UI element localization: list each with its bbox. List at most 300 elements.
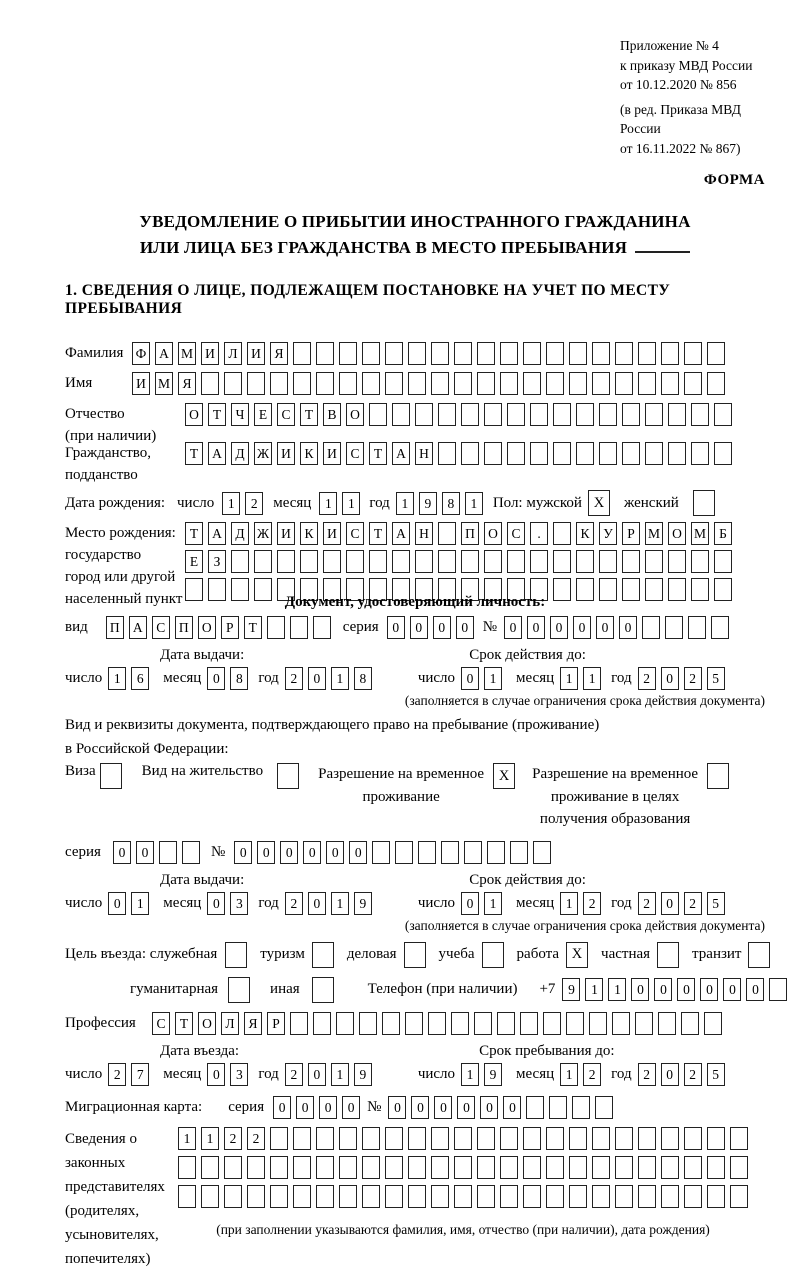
grid-cell[interactable] xyxy=(553,522,571,545)
grid-cell[interactable]: Д xyxy=(231,442,249,465)
grid-cell[interactable] xyxy=(684,1185,702,1208)
grid-cell[interactable]: К xyxy=(300,442,318,465)
grid-cell[interactable] xyxy=(668,403,686,426)
grid-cell[interactable] xyxy=(293,372,311,395)
grid-cell[interactable] xyxy=(464,841,482,864)
grid-cell[interactable]: 0 xyxy=(596,616,614,639)
grid-cell[interactable] xyxy=(270,1156,288,1179)
grid-cell[interactable] xyxy=(500,1185,518,1208)
grid-cell[interactable]: С xyxy=(346,442,364,465)
grid-cell[interactable] xyxy=(454,342,472,365)
grid-cell[interactable] xyxy=(576,578,594,601)
grid-cell[interactable] xyxy=(530,403,548,426)
grid-cell[interactable]: А xyxy=(208,522,226,545)
grid-cell[interactable]: Д xyxy=(231,522,249,545)
grid-cell[interactable] xyxy=(615,1127,633,1150)
grid-cell[interactable] xyxy=(691,442,709,465)
grid-cell[interactable] xyxy=(576,550,594,573)
grid-cell[interactable]: 0 xyxy=(207,1063,225,1086)
grid-cell[interactable] xyxy=(385,1156,403,1179)
grid-cell[interactable] xyxy=(500,342,518,365)
grid-cell[interactable] xyxy=(595,1096,613,1119)
grid-cell[interactable]: Е xyxy=(254,403,272,426)
grid-cell[interactable] xyxy=(592,372,610,395)
grid-cell[interactable] xyxy=(208,578,226,601)
grid-cell[interactable] xyxy=(408,342,426,365)
grid-cell[interactable] xyxy=(530,442,548,465)
grid-cell[interactable] xyxy=(668,442,686,465)
grid-cell[interactable] xyxy=(523,342,541,365)
grid-cell[interactable]: 1 xyxy=(108,667,126,690)
grid-cell[interactable] xyxy=(201,1156,219,1179)
grid-cell[interactable]: С xyxy=(277,403,295,426)
grid-cell[interactable]: У xyxy=(599,522,617,545)
grid-cell[interactable]: 0 xyxy=(480,1096,498,1119)
grid-cell[interactable] xyxy=(290,616,308,639)
grid-cell[interactable] xyxy=(500,1156,518,1179)
grid-cell[interactable]: 0 xyxy=(661,892,679,915)
grid-cell[interactable] xyxy=(484,442,502,465)
grid-cell[interactable] xyxy=(254,550,272,573)
grid-cell[interactable] xyxy=(572,1096,590,1119)
grid-cell[interactable] xyxy=(576,442,594,465)
grid-cell[interactable] xyxy=(615,372,633,395)
grid-cell[interactable]: 2 xyxy=(285,1063,303,1086)
grid-cell[interactable]: И xyxy=(277,442,295,465)
grid-cell[interactable] xyxy=(313,616,331,639)
grid-cell[interactable]: М xyxy=(691,522,709,545)
grid-cell[interactable]: А xyxy=(392,522,410,545)
grid-cell[interactable]: Н xyxy=(415,522,433,545)
grid-cell[interactable] xyxy=(661,372,679,395)
female-checkbox[interactable] xyxy=(693,490,715,516)
grid-cell[interactable]: Ч xyxy=(231,403,249,426)
grid-cell[interactable]: 0 xyxy=(746,978,764,1001)
grid-cell[interactable]: 1 xyxy=(131,892,149,915)
grid-cell[interactable]: 1 xyxy=(331,667,349,690)
grid-cell[interactable] xyxy=(438,442,456,465)
grid-cell[interactable] xyxy=(201,1185,219,1208)
grid-cell[interactable]: А xyxy=(208,442,226,465)
grid-cell[interactable] xyxy=(553,403,571,426)
grid-cell[interactable] xyxy=(178,1185,196,1208)
grid-cell[interactable]: 0 xyxy=(573,616,591,639)
grid-cell[interactable] xyxy=(484,403,502,426)
grid-cell[interactable] xyxy=(707,1156,725,1179)
grid-cell[interactable] xyxy=(431,342,449,365)
grid-cell[interactable]: 1 xyxy=(331,1063,349,1086)
grid-cell[interactable] xyxy=(615,1185,633,1208)
grid-cell[interactable]: И xyxy=(247,342,265,365)
grid-cell[interactable] xyxy=(668,550,686,573)
grid-cell[interactable]: И xyxy=(277,522,295,545)
grid-cell[interactable]: 0 xyxy=(461,892,479,915)
residence-permit-checkbox[interactable] xyxy=(277,763,299,789)
grid-cell[interactable]: 2 xyxy=(247,1127,265,1150)
grid-cell[interactable] xyxy=(707,1185,725,1208)
grid-cell[interactable]: 0 xyxy=(207,667,225,690)
grid-cell[interactable]: Т xyxy=(208,403,226,426)
grid-cell[interactable] xyxy=(359,1012,377,1035)
grid-cell[interactable]: Л xyxy=(221,1012,239,1035)
grid-cell[interactable]: П xyxy=(106,616,124,639)
grid-cell[interactable] xyxy=(569,1127,587,1150)
grid-cell[interactable]: Е xyxy=(185,550,203,573)
grid-cell[interactable]: 9 xyxy=(484,1063,502,1086)
grid-cell[interactable]: К xyxy=(300,522,318,545)
grid-cell[interactable] xyxy=(533,841,551,864)
grid-cell[interactable] xyxy=(523,1185,541,1208)
grid-cell[interactable] xyxy=(461,550,479,573)
grid-cell[interactable]: С xyxy=(507,522,525,545)
grid-cell[interactable] xyxy=(277,550,295,573)
grid-cell[interactable] xyxy=(362,1185,380,1208)
grid-cell[interactable] xyxy=(661,1156,679,1179)
grid-cell[interactable] xyxy=(474,1012,492,1035)
grid-cell[interactable]: 0 xyxy=(387,616,405,639)
grid-cell[interactable]: 0 xyxy=(342,1096,360,1119)
grid-cell[interactable]: 0 xyxy=(308,892,326,915)
grid-cell[interactable] xyxy=(293,1156,311,1179)
grid-cell[interactable] xyxy=(615,342,633,365)
grid-cell[interactable] xyxy=(615,1156,633,1179)
grid-cell[interactable] xyxy=(441,841,459,864)
grid-cell[interactable]: 0 xyxy=(619,616,637,639)
grid-cell[interactable]: 1 xyxy=(331,892,349,915)
grid-cell[interactable]: 5 xyxy=(707,667,725,690)
temp-residence-edu-checkbox[interactable] xyxy=(707,763,729,789)
grid-cell[interactable] xyxy=(707,372,725,395)
grid-cell[interactable]: О xyxy=(346,403,364,426)
grid-cell[interactable]: М xyxy=(178,342,196,365)
grid-cell[interactable]: О xyxy=(484,522,502,545)
grid-cell[interactable] xyxy=(313,1012,331,1035)
grid-cell[interactable] xyxy=(622,403,640,426)
grid-cell[interactable] xyxy=(392,550,410,573)
grid-cell[interactable] xyxy=(523,372,541,395)
grid-cell[interactable]: Р xyxy=(622,522,640,545)
grid-cell[interactable]: А xyxy=(392,442,410,465)
grid-cell[interactable] xyxy=(428,1012,446,1035)
grid-cell[interactable] xyxy=(714,442,732,465)
grid-cell[interactable] xyxy=(431,372,449,395)
grid-cell[interactable] xyxy=(247,1185,265,1208)
grid-cell[interactable]: 0 xyxy=(257,841,275,864)
grid-cell[interactable] xyxy=(293,1127,311,1150)
grid-cell[interactable] xyxy=(267,616,285,639)
grid-cell[interactable] xyxy=(477,1127,495,1150)
grid-cell[interactable] xyxy=(546,1156,564,1179)
purpose-business-checkbox[interactable] xyxy=(404,942,426,968)
grid-cell[interactable] xyxy=(159,841,177,864)
grid-cell[interactable] xyxy=(415,550,433,573)
grid-cell[interactable] xyxy=(454,372,472,395)
grid-cell[interactable] xyxy=(247,1156,265,1179)
grid-cell[interactable]: 2 xyxy=(108,1063,126,1086)
grid-cell[interactable]: 5 xyxy=(707,892,725,915)
grid-cell[interactable] xyxy=(438,403,456,426)
grid-cell[interactable]: 1 xyxy=(461,1063,479,1086)
grid-cell[interactable] xyxy=(523,1127,541,1150)
grid-cell[interactable] xyxy=(461,403,479,426)
grid-cell[interactable]: 9 xyxy=(354,892,372,915)
grid-cell[interactable] xyxy=(691,578,709,601)
grid-cell[interactable] xyxy=(487,841,505,864)
grid-cell[interactable]: 1 xyxy=(465,492,483,515)
male-checkbox[interactable]: X xyxy=(588,490,610,516)
grid-cell[interactable]: 1 xyxy=(396,492,414,515)
grid-cell[interactable]: Я xyxy=(178,372,196,395)
grid-cell[interactable] xyxy=(714,403,732,426)
grid-cell[interactable] xyxy=(645,550,663,573)
grid-cell[interactable]: И xyxy=(132,372,150,395)
grid-cell[interactable]: 0 xyxy=(326,841,344,864)
grid-cell[interactable]: О xyxy=(668,522,686,545)
grid-cell[interactable]: Т xyxy=(185,442,203,465)
visa-checkbox[interactable] xyxy=(100,763,122,789)
grid-cell[interactable] xyxy=(372,841,390,864)
grid-cell[interactable] xyxy=(645,403,663,426)
grid-cell[interactable] xyxy=(336,1012,354,1035)
grid-cell[interactable] xyxy=(362,342,380,365)
grid-cell[interactable] xyxy=(553,550,571,573)
grid-cell[interactable] xyxy=(247,372,265,395)
grid-cell[interactable] xyxy=(497,1012,515,1035)
grid-cell[interactable] xyxy=(569,1185,587,1208)
grid-cell[interactable] xyxy=(461,442,479,465)
grid-cell[interactable] xyxy=(270,1185,288,1208)
grid-cell[interactable] xyxy=(530,550,548,573)
grid-cell[interactable]: П xyxy=(461,522,479,545)
grid-cell[interactable] xyxy=(592,342,610,365)
grid-cell[interactable]: О xyxy=(185,403,203,426)
grid-cell[interactable] xyxy=(500,372,518,395)
grid-cell[interactable]: 1 xyxy=(319,492,337,515)
grid-cell[interactable] xyxy=(569,342,587,365)
grid-cell[interactable] xyxy=(224,372,242,395)
grid-cell[interactable] xyxy=(293,1185,311,1208)
grid-cell[interactable] xyxy=(339,1156,357,1179)
grid-cell[interactable]: Р xyxy=(221,616,239,639)
grid-cell[interactable]: Я xyxy=(270,342,288,365)
grid-cell[interactable] xyxy=(642,616,660,639)
grid-cell[interactable]: 7 xyxy=(131,1063,149,1086)
grid-cell[interactable] xyxy=(346,550,364,573)
grid-cell[interactable] xyxy=(592,1127,610,1150)
grid-cell[interactable] xyxy=(339,1185,357,1208)
grid-cell[interactable]: А xyxy=(155,342,173,365)
grid-cell[interactable] xyxy=(566,1012,584,1035)
grid-cell[interactable]: 0 xyxy=(677,978,695,1001)
grid-cell[interactable]: 0 xyxy=(434,1096,452,1119)
grid-cell[interactable] xyxy=(385,1185,403,1208)
grid-cell[interactable] xyxy=(638,342,656,365)
grid-cell[interactable] xyxy=(507,442,525,465)
grid-cell[interactable] xyxy=(408,1185,426,1208)
grid-cell[interactable]: 0 xyxy=(308,667,326,690)
grid-cell[interactable]: 0 xyxy=(456,616,474,639)
grid-cell[interactable] xyxy=(704,1012,722,1035)
grid-cell[interactable]: 1 xyxy=(484,667,502,690)
grid-cell[interactable]: 3 xyxy=(230,892,248,915)
grid-cell[interactable] xyxy=(691,550,709,573)
grid-cell[interactable] xyxy=(730,1127,748,1150)
grid-cell[interactable]: 1 xyxy=(608,978,626,1001)
grid-cell[interactable]: К xyxy=(576,522,594,545)
grid-cell[interactable]: 1 xyxy=(560,1063,578,1086)
grid-cell[interactable]: Ж xyxy=(254,442,272,465)
grid-cell[interactable] xyxy=(622,442,640,465)
grid-cell[interactable]: Ж xyxy=(254,522,272,545)
grid-cell[interactable] xyxy=(362,1156,380,1179)
grid-cell[interactable]: 1 xyxy=(178,1127,196,1150)
grid-cell[interactable] xyxy=(510,841,528,864)
grid-cell[interactable] xyxy=(546,1127,564,1150)
grid-cell[interactable] xyxy=(316,1127,334,1150)
grid-cell[interactable] xyxy=(369,403,387,426)
grid-cell[interactable] xyxy=(684,372,702,395)
grid-cell[interactable]: О xyxy=(198,1012,216,1035)
grid-cell[interactable] xyxy=(589,1012,607,1035)
grid-cell[interactable] xyxy=(707,1127,725,1150)
grid-cell[interactable]: 0 xyxy=(113,841,131,864)
grid-cell[interactable]: 6 xyxy=(131,667,149,690)
grid-cell[interactable]: 2 xyxy=(583,1063,601,1086)
grid-cell[interactable] xyxy=(385,1127,403,1150)
grid-cell[interactable] xyxy=(658,1012,676,1035)
grid-cell[interactable]: 9 xyxy=(562,978,580,1001)
grid-cell[interactable]: 2 xyxy=(638,892,656,915)
grid-cell[interactable] xyxy=(339,342,357,365)
grid-cell[interactable]: О xyxy=(198,616,216,639)
grid-cell[interactable] xyxy=(477,372,495,395)
grid-cell[interactable] xyxy=(454,1127,472,1150)
grid-cell[interactable] xyxy=(714,578,732,601)
grid-cell[interactable] xyxy=(431,1156,449,1179)
grid-cell[interactable] xyxy=(293,342,311,365)
grid-cell[interactable] xyxy=(408,372,426,395)
grid-cell[interactable]: 2 xyxy=(583,892,601,915)
grid-cell[interactable] xyxy=(599,403,617,426)
grid-cell[interactable] xyxy=(484,550,502,573)
grid-cell[interactable]: 0 xyxy=(273,1096,291,1119)
grid-cell[interactable] xyxy=(688,616,706,639)
grid-cell[interactable]: 9 xyxy=(419,492,437,515)
grid-cell[interactable]: П xyxy=(175,616,193,639)
grid-cell[interactable] xyxy=(431,1185,449,1208)
grid-cell[interactable] xyxy=(684,1127,702,1150)
grid-cell[interactable] xyxy=(178,1156,196,1179)
grid-cell[interactable]: Т xyxy=(369,522,387,545)
grid-cell[interactable]: 2 xyxy=(245,492,263,515)
grid-cell[interactable] xyxy=(684,1156,702,1179)
grid-cell[interactable]: 0 xyxy=(661,1063,679,1086)
purpose-humanitarian-checkbox[interactable] xyxy=(228,977,250,1003)
grid-cell[interactable] xyxy=(549,1096,567,1119)
purpose-official-checkbox[interactable] xyxy=(225,942,247,968)
grid-cell[interactable]: 2 xyxy=(684,667,702,690)
grid-cell[interactable]: 3 xyxy=(230,1063,248,1086)
grid-cell[interactable] xyxy=(290,1012,308,1035)
grid-cell[interactable] xyxy=(477,342,495,365)
grid-cell[interactable] xyxy=(405,1012,423,1035)
grid-cell[interactable]: 1 xyxy=(484,892,502,915)
grid-cell[interactable]: М xyxy=(645,522,663,545)
grid-cell[interactable]: А xyxy=(129,616,147,639)
grid-cell[interactable] xyxy=(385,372,403,395)
grid-cell[interactable] xyxy=(592,1156,610,1179)
grid-cell[interactable] xyxy=(665,616,683,639)
purpose-private-checkbox[interactable] xyxy=(657,942,679,968)
grid-cell[interactable] xyxy=(592,1185,610,1208)
grid-cell[interactable] xyxy=(323,550,341,573)
grid-cell[interactable]: 0 xyxy=(108,892,126,915)
grid-cell[interactable] xyxy=(691,403,709,426)
grid-cell[interactable]: 0 xyxy=(207,892,225,915)
grid-cell[interactable] xyxy=(769,978,787,1001)
grid-cell[interactable] xyxy=(185,578,203,601)
grid-cell[interactable] xyxy=(668,578,686,601)
purpose-other-checkbox[interactable] xyxy=(312,977,334,1003)
grid-cell[interactable]: Т xyxy=(244,616,262,639)
grid-cell[interactable]: 0 xyxy=(433,616,451,639)
temp-residence-checkbox[interactable]: X xyxy=(493,763,515,789)
grid-cell[interactable]: Л xyxy=(224,342,242,365)
grid-cell[interactable]: С xyxy=(152,616,170,639)
grid-cell[interactable]: 0 xyxy=(303,841,321,864)
grid-cell[interactable]: 0 xyxy=(411,1096,429,1119)
grid-cell[interactable] xyxy=(362,1127,380,1150)
grid-cell[interactable]: 0 xyxy=(631,978,649,1001)
grid-cell[interactable]: Я xyxy=(244,1012,262,1035)
grid-cell[interactable]: 2 xyxy=(285,892,303,915)
grid-cell[interactable] xyxy=(385,342,403,365)
grid-cell[interactable] xyxy=(500,1127,518,1150)
grid-cell[interactable] xyxy=(714,550,732,573)
grid-cell[interactable] xyxy=(339,372,357,395)
grid-cell[interactable] xyxy=(224,1185,242,1208)
grid-cell[interactable]: Т xyxy=(369,442,387,465)
grid-cell[interactable]: 0 xyxy=(308,1063,326,1086)
grid-cell[interactable]: 1 xyxy=(201,1127,219,1150)
grid-cell[interactable]: 1 xyxy=(560,667,578,690)
grid-cell[interactable] xyxy=(730,1156,748,1179)
grid-cell[interactable] xyxy=(638,1156,656,1179)
grid-cell[interactable] xyxy=(339,1127,357,1150)
grid-cell[interactable]: И xyxy=(201,342,219,365)
grid-cell[interactable] xyxy=(730,1185,748,1208)
grid-cell[interactable] xyxy=(477,1156,495,1179)
grid-cell[interactable]: 1 xyxy=(342,492,360,515)
grid-cell[interactable]: 0 xyxy=(319,1096,337,1119)
grid-cell[interactable]: Т xyxy=(175,1012,193,1035)
grid-cell[interactable] xyxy=(638,1185,656,1208)
grid-cell[interactable]: 0 xyxy=(527,616,545,639)
grid-cell[interactable] xyxy=(270,372,288,395)
grid-cell[interactable]: 9 xyxy=(354,1063,372,1086)
grid-cell[interactable] xyxy=(431,1127,449,1150)
grid-cell[interactable] xyxy=(599,578,617,601)
grid-cell[interactable] xyxy=(569,372,587,395)
grid-cell[interactable]: С xyxy=(346,522,364,545)
grid-cell[interactable]: 0 xyxy=(503,1096,521,1119)
grid-cell[interactable] xyxy=(635,1012,653,1035)
grid-cell[interactable] xyxy=(254,578,272,601)
grid-cell[interactable] xyxy=(438,550,456,573)
grid-cell[interactable] xyxy=(316,372,334,395)
grid-cell[interactable]: 1 xyxy=(222,492,240,515)
grid-cell[interactable] xyxy=(451,1012,469,1035)
